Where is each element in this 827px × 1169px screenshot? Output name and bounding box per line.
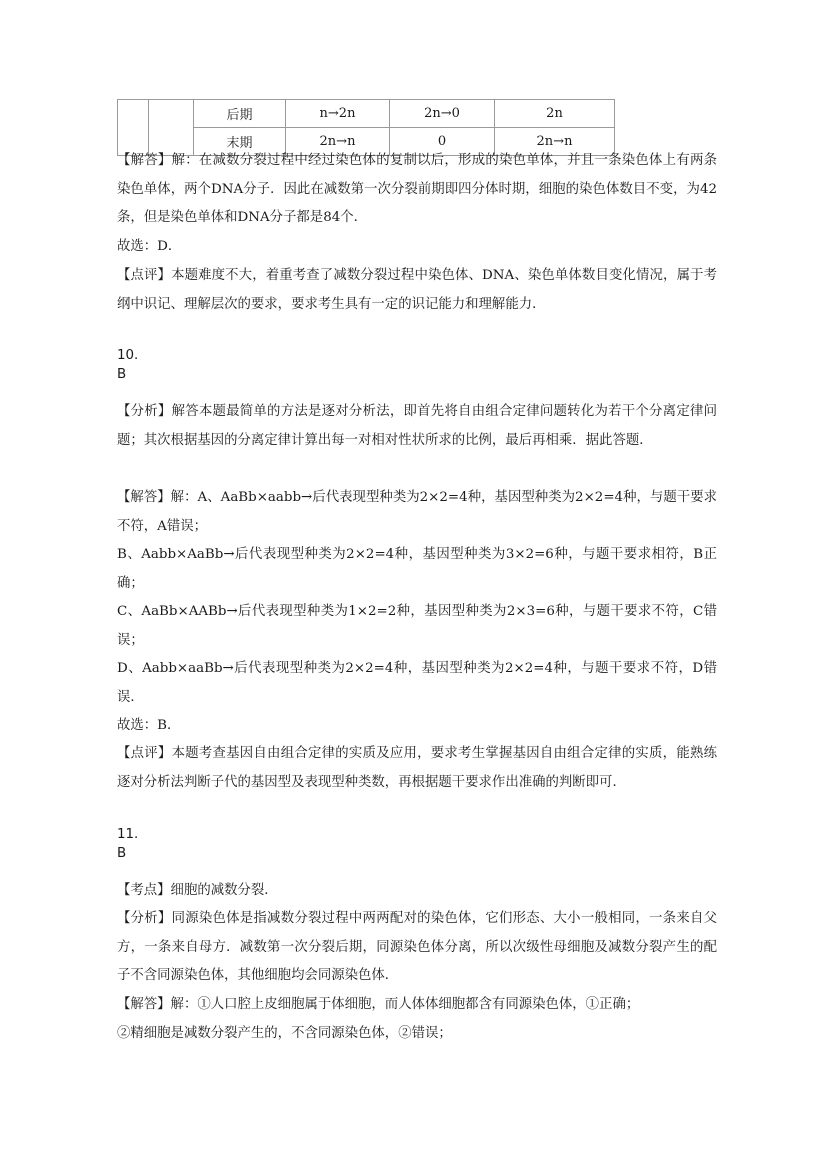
q9-comment: 【点评】本题难度不大，着重考查了减数分裂过程中染色体、DNA、染色单体数目变化情况，属于考纲中识记、理解层次的要求，要求考生具有一定的识记能力和理解能力． — [117, 268, 717, 312]
q10-answer-b: B、Aabb×AaBb→后代表现型种类为2×2=4种，基因型种类为3×2=6种，与题干要求相符，B正确； — [117, 547, 717, 591]
q10-analysis: 【分析】解答本题最简单的方法是逐对分析法，即首先将自由组合定律问题转化为若干个分离定律问题；其次根据基因的分离定律计算出每一对相对性状所求的比例，最后再相乘．据此答题． — [117, 404, 717, 448]
q10-comment: 【点评】本题考查基因自由组合定律的实质及应用，要求考生掌握基因自由组合定律的实质，能熟练逐对分析法判断子代的基因型及表现型种类数，再根据题干要求作出准确的判断即可． — [117, 746, 717, 790]
table-cell-dna: 2n→n — [495, 128, 615, 156]
q10-answer-letter: B — [117, 367, 127, 382]
q11-number: 11. — [117, 827, 139, 842]
table-row — [118, 100, 615, 128]
q10-answer-d: D、Aabb×aaBb→后代表现型种类为2×2=4种，基因型种类为2×2=4种，与题干要求不符，D错误． — [117, 661, 717, 705]
q10-answer-a: 【解答】解：A、AaBb×aabb→后代表现型种类为2×2=4种，基因型种类为2×2=4种，与题干要求不符，A错误； — [117, 490, 717, 534]
q11-answer-2: ②精细胞是减数分裂产生的，不含同源染色体，②错误； — [117, 1026, 452, 1041]
table-cell-stage: 后期 — [194, 100, 286, 128]
q11-topic: 【考点】细胞的减数分裂． — [117, 883, 278, 898]
table-cell-stage: 末期 — [194, 128, 286, 156]
q10-choice: 故选：B． — [117, 718, 181, 733]
table-cell-dna: 2n — [495, 100, 615, 128]
q11-analysis: 【分析】同源染色体是指减数分裂过程中两两配对的染色体，它们形态、大小一般相同，一条来自父方，一条来自母方．减数第一次分裂后期，同源染色体分离，所以次级性母细胞及减数分裂产生的配子不含同源染色体，其他细胞均会同源染色体． — [117, 911, 717, 984]
table-cell-chromatid: 2n→0 — [390, 100, 495, 128]
q9-answer-paragraph: 【解答】解：在减数分裂过程中经过染色体的复制以后，形成的染色单体，并且一条染色体上有两条染色单体，两个DNA分子．因此在减数第一次分裂前期即四分体时期，细胞的染色体数目不变，为42条，但是染色单体和DNA分子都是84个． — [117, 153, 717, 226]
q10-answer-c: C、AaBb×AABb→后代表现型种类为1×2=2种，基因型种类为2×3=6种，与题干要求不符，C错误； — [117, 604, 717, 648]
q9-choice: 故选：D． — [117, 239, 182, 254]
q11-answer-1: 【解答】解：①人口腔上皮细胞属于体细胞，而人体体细胞都含有同源染色体，①正确； — [117, 997, 640, 1012]
table-cell-chromosome: n→2n — [286, 100, 390, 128]
q11-answer-letter: B — [117, 846, 127, 861]
table-cell-chromatid: 0 — [390, 128, 495, 156]
table-cell-chromosome: 2n→n — [286, 128, 390, 156]
q10-number: 10. — [117, 348, 139, 363]
